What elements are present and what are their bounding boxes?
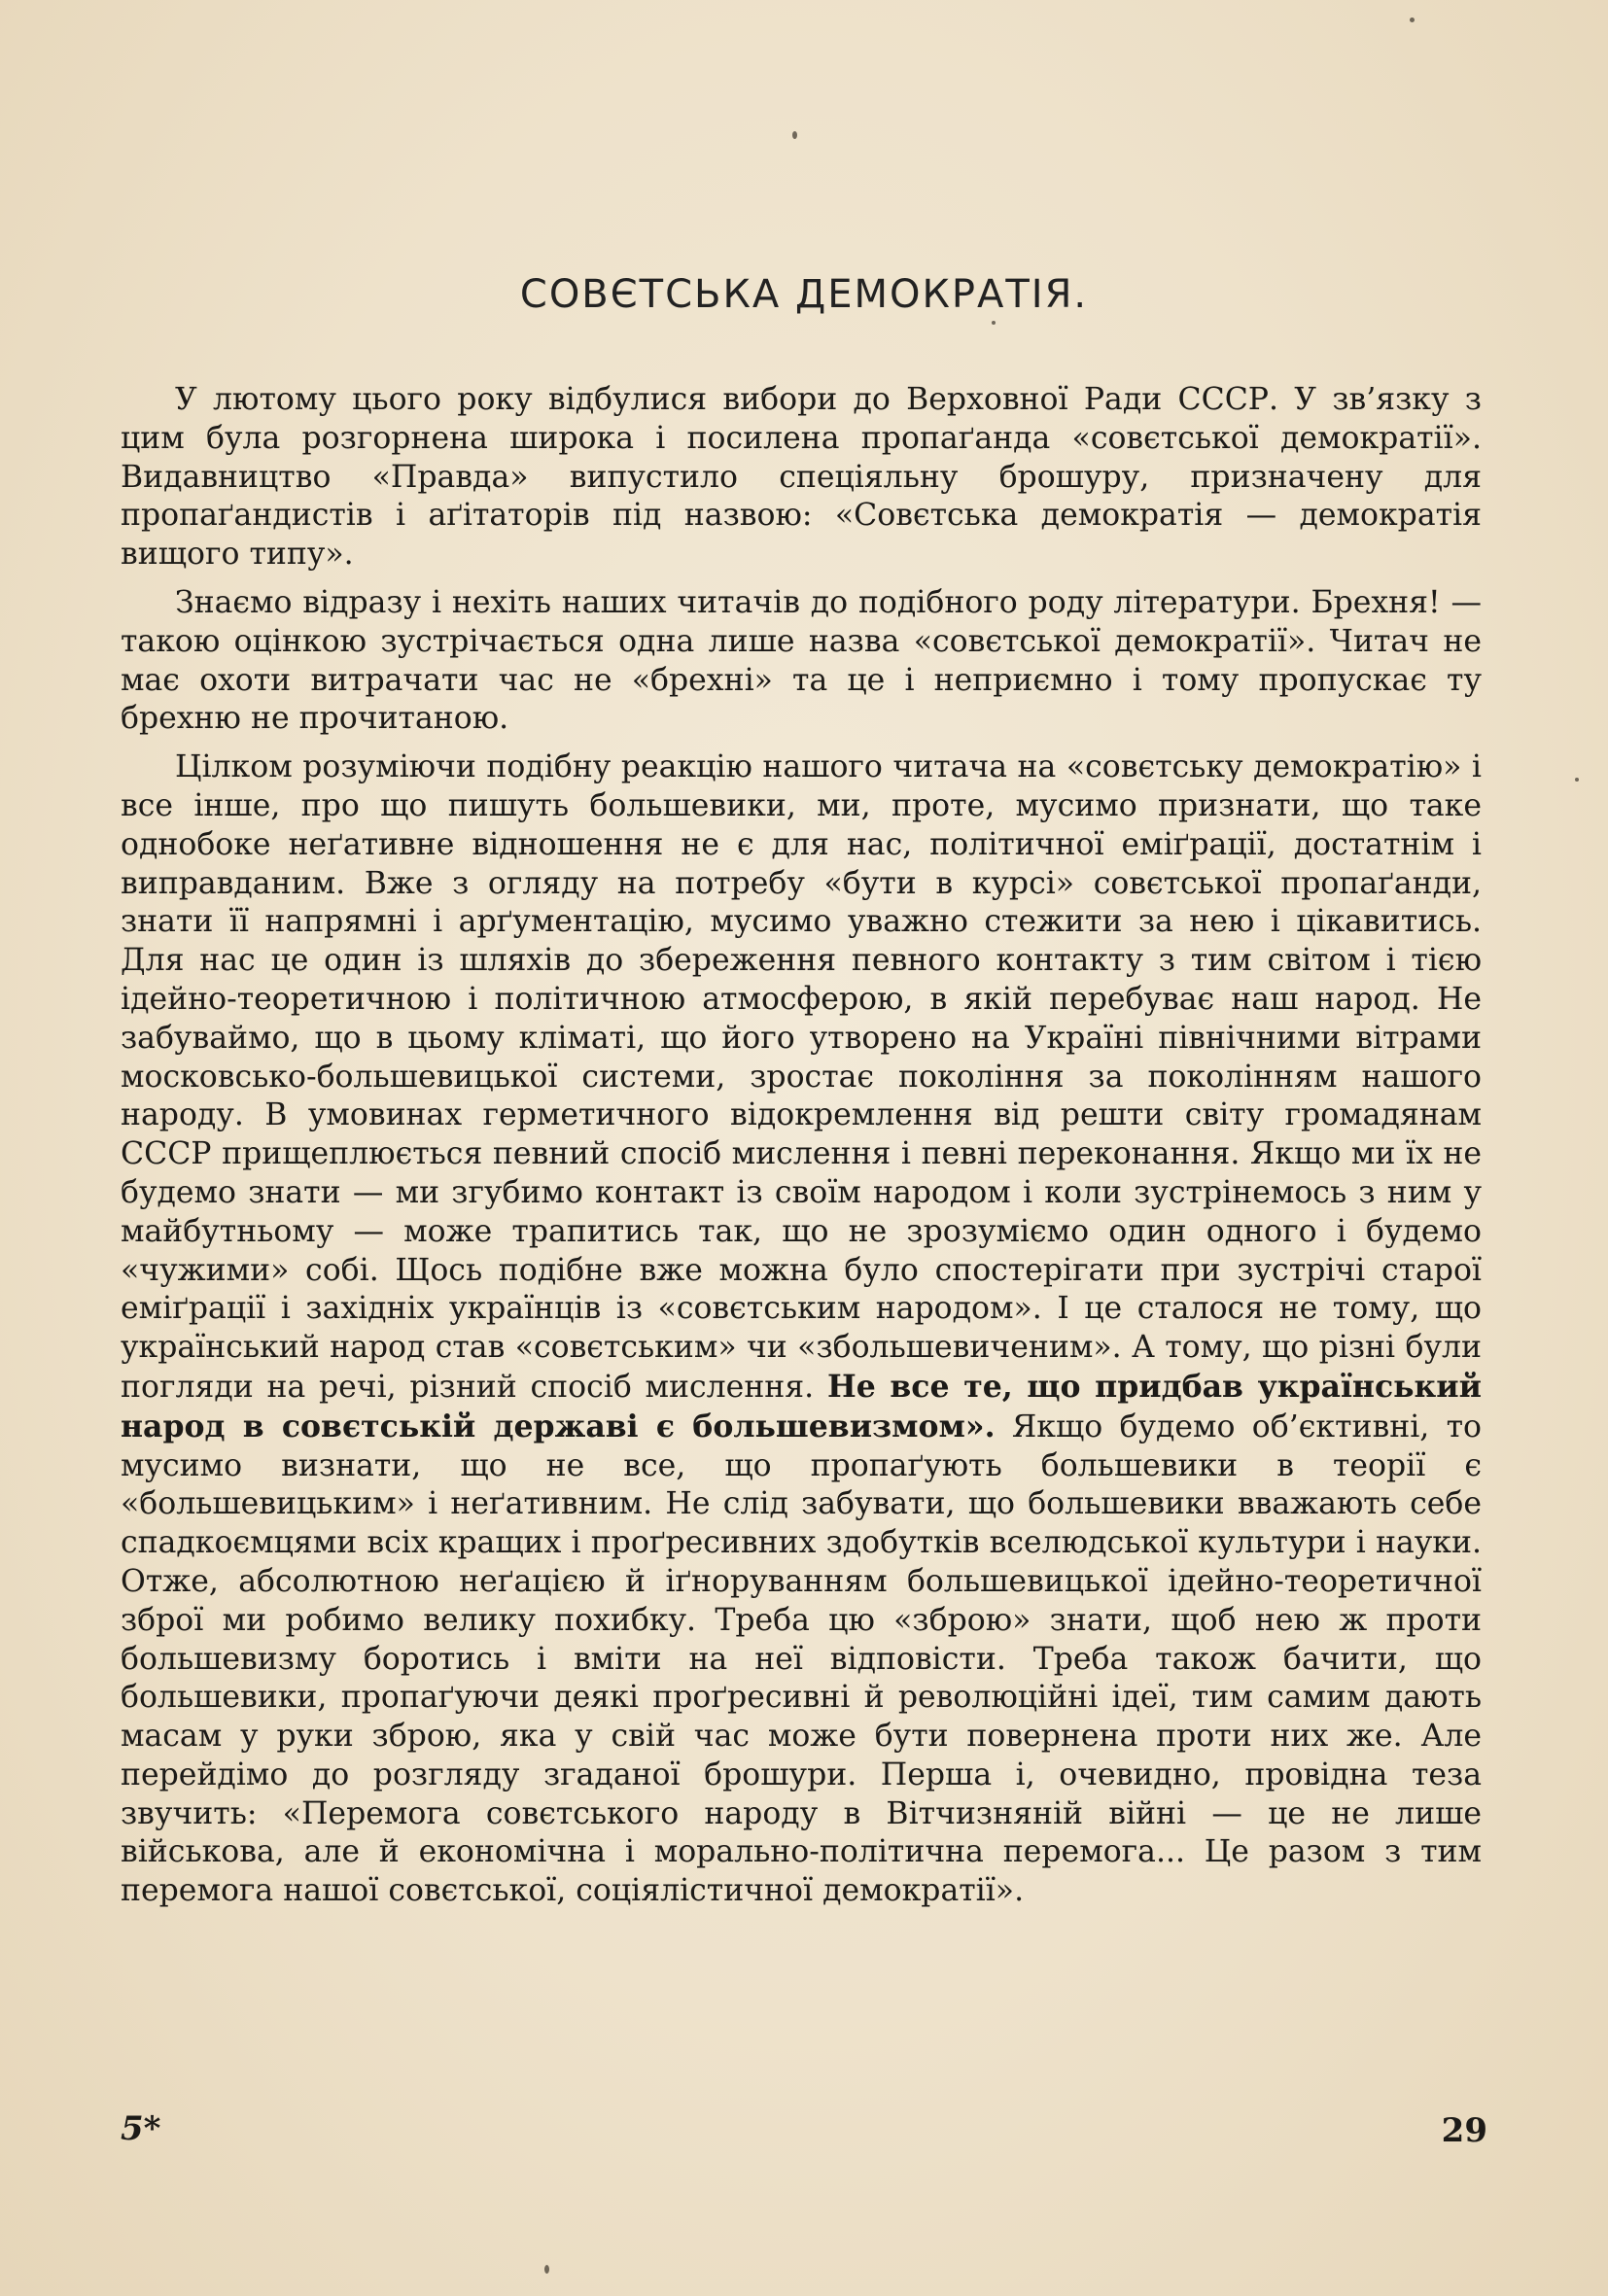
paper-speck (544, 2265, 549, 2274)
paper-speck (1575, 778, 1579, 782)
paragraph-2: Знаємо відразу і нехіть наших читачів до подібного роду літератури. Брехня! — такою оцінкою зустрічається одна лише назва «совєтської демократії». Читач не має охоти витрачати час не «брехні» та це і неприємно і тому пропускає ту брехню не прочитаною. (121, 584, 1482, 737)
paragraph-3 (121, 748, 1482, 1911)
paragraph-3-part-2: Якщо будемо об’єктивні, то мусимо визнати, що не все, що пропаґують большевики в теорії є «большевицьким» і неґативним. Не слід забувати, що большевики вважають себе спадкоємцями всіх кращих і проґресивних здобутків вселюдської культури і науки. Отже, абсолютною неґацією й іґноруванням большевицької ідейно-теоретичної зброї ми робимо велику похибку. Треба цю «зброю» знати, щоб нею ж проти большевизму боротись і вміти на неї відповісти. Треба також бачити, що большевики, пропаґуючи деякі проґресивні й революційні ідеї, тим самим дають масам у руки зброю, яка у свій час може бути повернена проти них же. Але перейдімо до розгляду згаданої брошури. Перша і, очевидно, провідна теза звучить: «Перемога совєтського народу в Вітчизняній війні — це не лише військова, але й економічна і морально-політична перемога... Це разом з тим перемога нашої совєтської, соціялістичної демократії». (121, 1409, 1482, 1909)
paper-speck (992, 321, 996, 325)
paragraph-3-part-1: Цілком розуміючи подібну реакцію нашого читача на «совєтську демократію» і все інше, про що пишуть большевики, ми, проте, мусимо признати, що таке однобоке неґативне відношення не є для нас, політичної еміґрації, достатнім і виправданим. Вже з огляду на потребу «бути в курсі» совєтської пропаґанди, знати її напрямні і арґументацію, мусимо уважно стежити за нею і цікавитись. Для нас це один із шляхів до збереження певного контакту з тим світом і тією ідейно-теоретичною і політичною атмосферою, в якій перебуває наш народ. Не забуваймо, що в цьому кліматі, що його утворено на Україні північними вітрами московсько-большевицької системи, зростає покоління за поколінням нашого народу. В умовинах герметичного відокремлення від решти світу громадянам СССР прищеплюється певний спосіб мислення і певні переконання. Якщо ми їх не будемо знати — ми згубимо контакт із своїм народом і коли зустрінемось з ним у майбутньому — може трапитись так, що не зрозуміємо один одного і будемо «чужими» собі. Щось подібне вже можна було спостерігати при зустрічі старої еміґрації і західніх українців із «совєтським народом». І це сталося не тому, що український народ став «совєтським» чи «збольшевиченим». А тому, що різні були погляди на речі, різний спосіб мислення. (121, 749, 1482, 1405)
paper-speck (1410, 17, 1415, 22)
page-number: 29 (1441, 2111, 1487, 2150)
article-title: СОВЄТСЬКА ДЕМОКРАТІЯ. (519, 272, 1089, 317)
article-body (121, 381, 1482, 1911)
paragraph-3-bold-phrase: Не все те, що придбав український народ в совєтській державі є большевизмом». (121, 1368, 1482, 1444)
paragraph-1: У лютому цього року відбулися вибори до Верховної Ради СССР. У зв’язку з цим була розгорнена широка і посилена пропаґанда «совєтської демократії». Видавництво «Правда» випустило спеціяльну брошуру, призначену для пропаґандистів і аґітаторів під назвою: «Совєтська демократія — демократія вищого типу». (121, 382, 1482, 573)
signature-mark: 5* (121, 2109, 161, 2148)
paper-speck (792, 131, 797, 139)
